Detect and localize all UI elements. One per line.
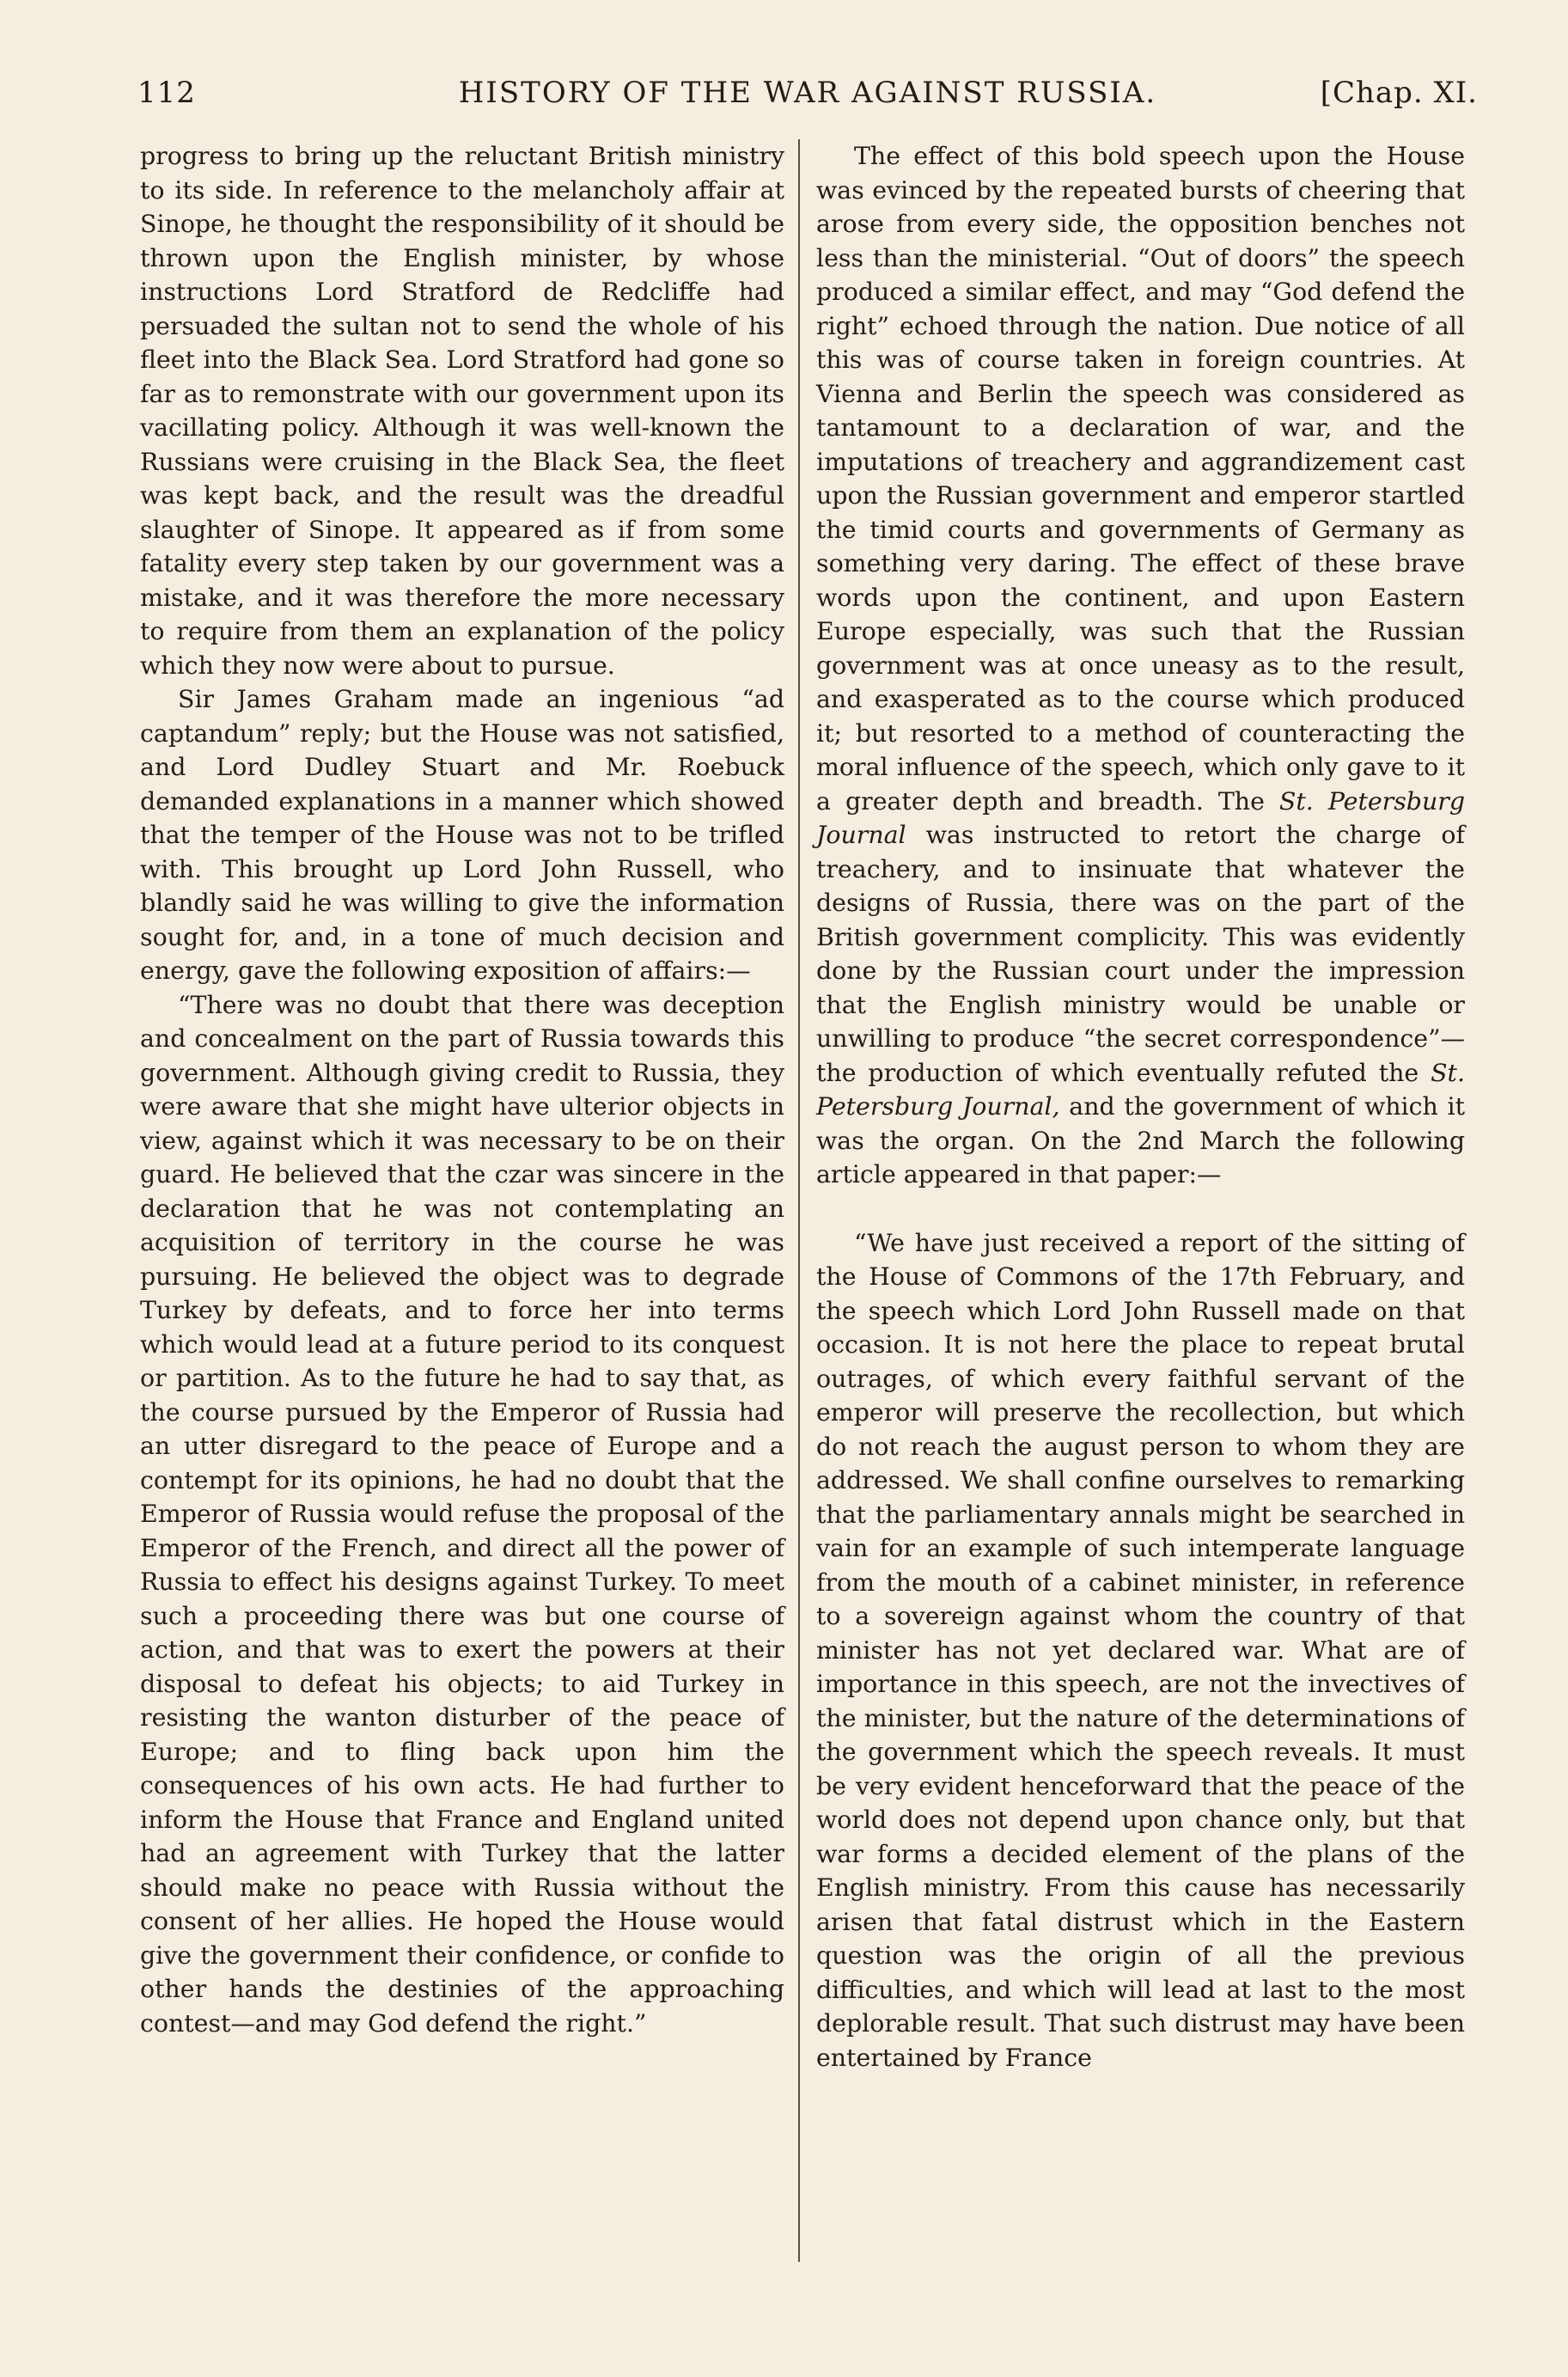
page-number: 112 [137, 76, 196, 110]
journal-title: St. Petersburg Journal [816, 786, 1466, 849]
quoted-speech: “There was no doubt that there was deception and concealment on the part of Russia towards this government. Although giving credit to Russia, they were aware that she might have ulterior objects in view, against which it was necessary to be on their guard. He believed that the czar was sincere in the declaration that he was not contemplating an acquisition of territory in the course he was pursuing. He believed the object was to degrade Turkey by defeats, and to force her into terms which would lead at a future period to its conquest or partition. As to the future he had to say that, as the course pursued by the Emperor of Russia had an utter disregard to the peace of Europe and a contempt for its opinions, he had no doubt that the Emperor of Russia would refuse the proposal of the Emperor of the French, and direct all the power of Russia to effect his designs against Turkey. To meet such a proceeding there was but one course of action, and that was to exert the powers at their disposal to defeat his objects; to aid Turkey in resisting the wanton disturber of the peace of Europe; and to fling back upon him the consequences of his own acts. He had further to inform the House that France and England united had an agreement with Turkey that the latter should make no peace with Russia without the consent of her allies. He hoped the House would give the government their confidence, or confide to other hands the destinies of the approaching contest—and may God defend the right.” [140, 990, 784, 2038]
quoted-article: “We have just received a report of the sitting of the House of Commons of the 17th February, and the speech which Lord John Russell made on that occasion. It is not here the place to repeat brutal outrages, of which every faithful servant of the emperor will preserve the recollection, but which do not reach the august person to whom they are addressed. We shall confine ourselves to remarking that the parliamentary annals might be searched in vain for an example of such intemperate language from the mouth of a cabinet minister, in reference to a sovereign against whom the country of that minister has not yet declared war. What are of importance in this speech, are not the invectives of the minister, but the nature of the determinations of the government which the speech reveals. It must be very evident henceforward that the peace of the world does not depend upon chance only, but that war forms a decided element of the plans of the English ministry. From this cause has necessarily arisen that fatal distrust which in the Eastern question was the origin of all the previous difficulties, and which will lead at last to the most deplorable result. That such distrust may have been entertained by France [816, 1228, 1465, 2072]
text-run: and the government of which it was the organ. On the 2nd March the following article appeared in that paper:— [816, 1092, 1466, 1188]
running-title: HISTORY OF THE WAR AGAINST RUSSIA. [458, 76, 1157, 110]
column-divider [798, 139, 800, 2262]
page-header [137, 76, 1478, 119]
paragraph: progress to bring up the reluctant British ministry to its side. In reference to the melancholy affair at Sinope, he thought the responsibility of it should be thrown upon the English minister, by whose instructions Lord Stratford de Redcliffe had persuaded the sultan not to send the whole of his fleet into the Black Sea. Lord Stratford had gone so far as to remonstrate with our government upon its vacillating policy. Although it was well-known the Russians were cruising in the Black Sea, the fleet was kept back, and the result was the dreadful slaughter of Sinope. It appeared as if from some fatality every step taken by our government was a mistake, and it was therefore the more necessary to require from them an explanation of the policy which they now were about to pursue. [140, 142, 784, 680]
text-run: was instructed to retort the charge of treachery, and to insinuate that whatever the designs of Russia, there was on the part of the British government complicity. This was evidently done by the Russian court under the impression that the English ministry would be unable or unwilling to produce “the secret correspondence”—the production of which eventually refuted the [816, 821, 1465, 1087]
paragraph: Sir James Graham made an ingenious “ad captandum” reply; but the House was not satisfied, and Lord Dudley Stuart and Mr. Roebuck demanded explanations in a manner which showed that the temper of the House was not to be trifled with. This brought up Lord John Russell, who blandly said he was willing to give the information sought for, and, in a tone of much decision and energy, gave the following exposition of affairs:— [140, 685, 784, 985]
chapter-label: [Chap. XI. [1320, 76, 1478, 110]
journal-title: St. Petersburg Journal, [816, 1058, 1465, 1121]
left-column [140, 139, 784, 2040]
right-column [816, 139, 1465, 2075]
text-run: The effect of this bold speech upon the House was evinced by the repeated bursts of cheering that arose from every side, the opposition benches not less than the ministerial. “Out of doors” the speech produced a similar effect, and may “God defend the right” echoed through the nation. Due notice of all this was of course taken in foreign countries. At Vienna and Berlin the speech was considered as tantamount to a declaration of war, and the imputations of treachery and aggrandizement cast upon the Russian government and emperor startled the timid courts and governments of Germany as something very daring. The effect of these brave words upon the continent, and upon Eastern Europe especially, was such that the Russian government was at once uneasy as to the result, and exasperated as to the course which produced it; but resorted to a method of counteracting the moral influence of the speech, which only gave to it a greater depth and breadth. The [816, 142, 1465, 816]
paragraph [816, 139, 1465, 1192]
